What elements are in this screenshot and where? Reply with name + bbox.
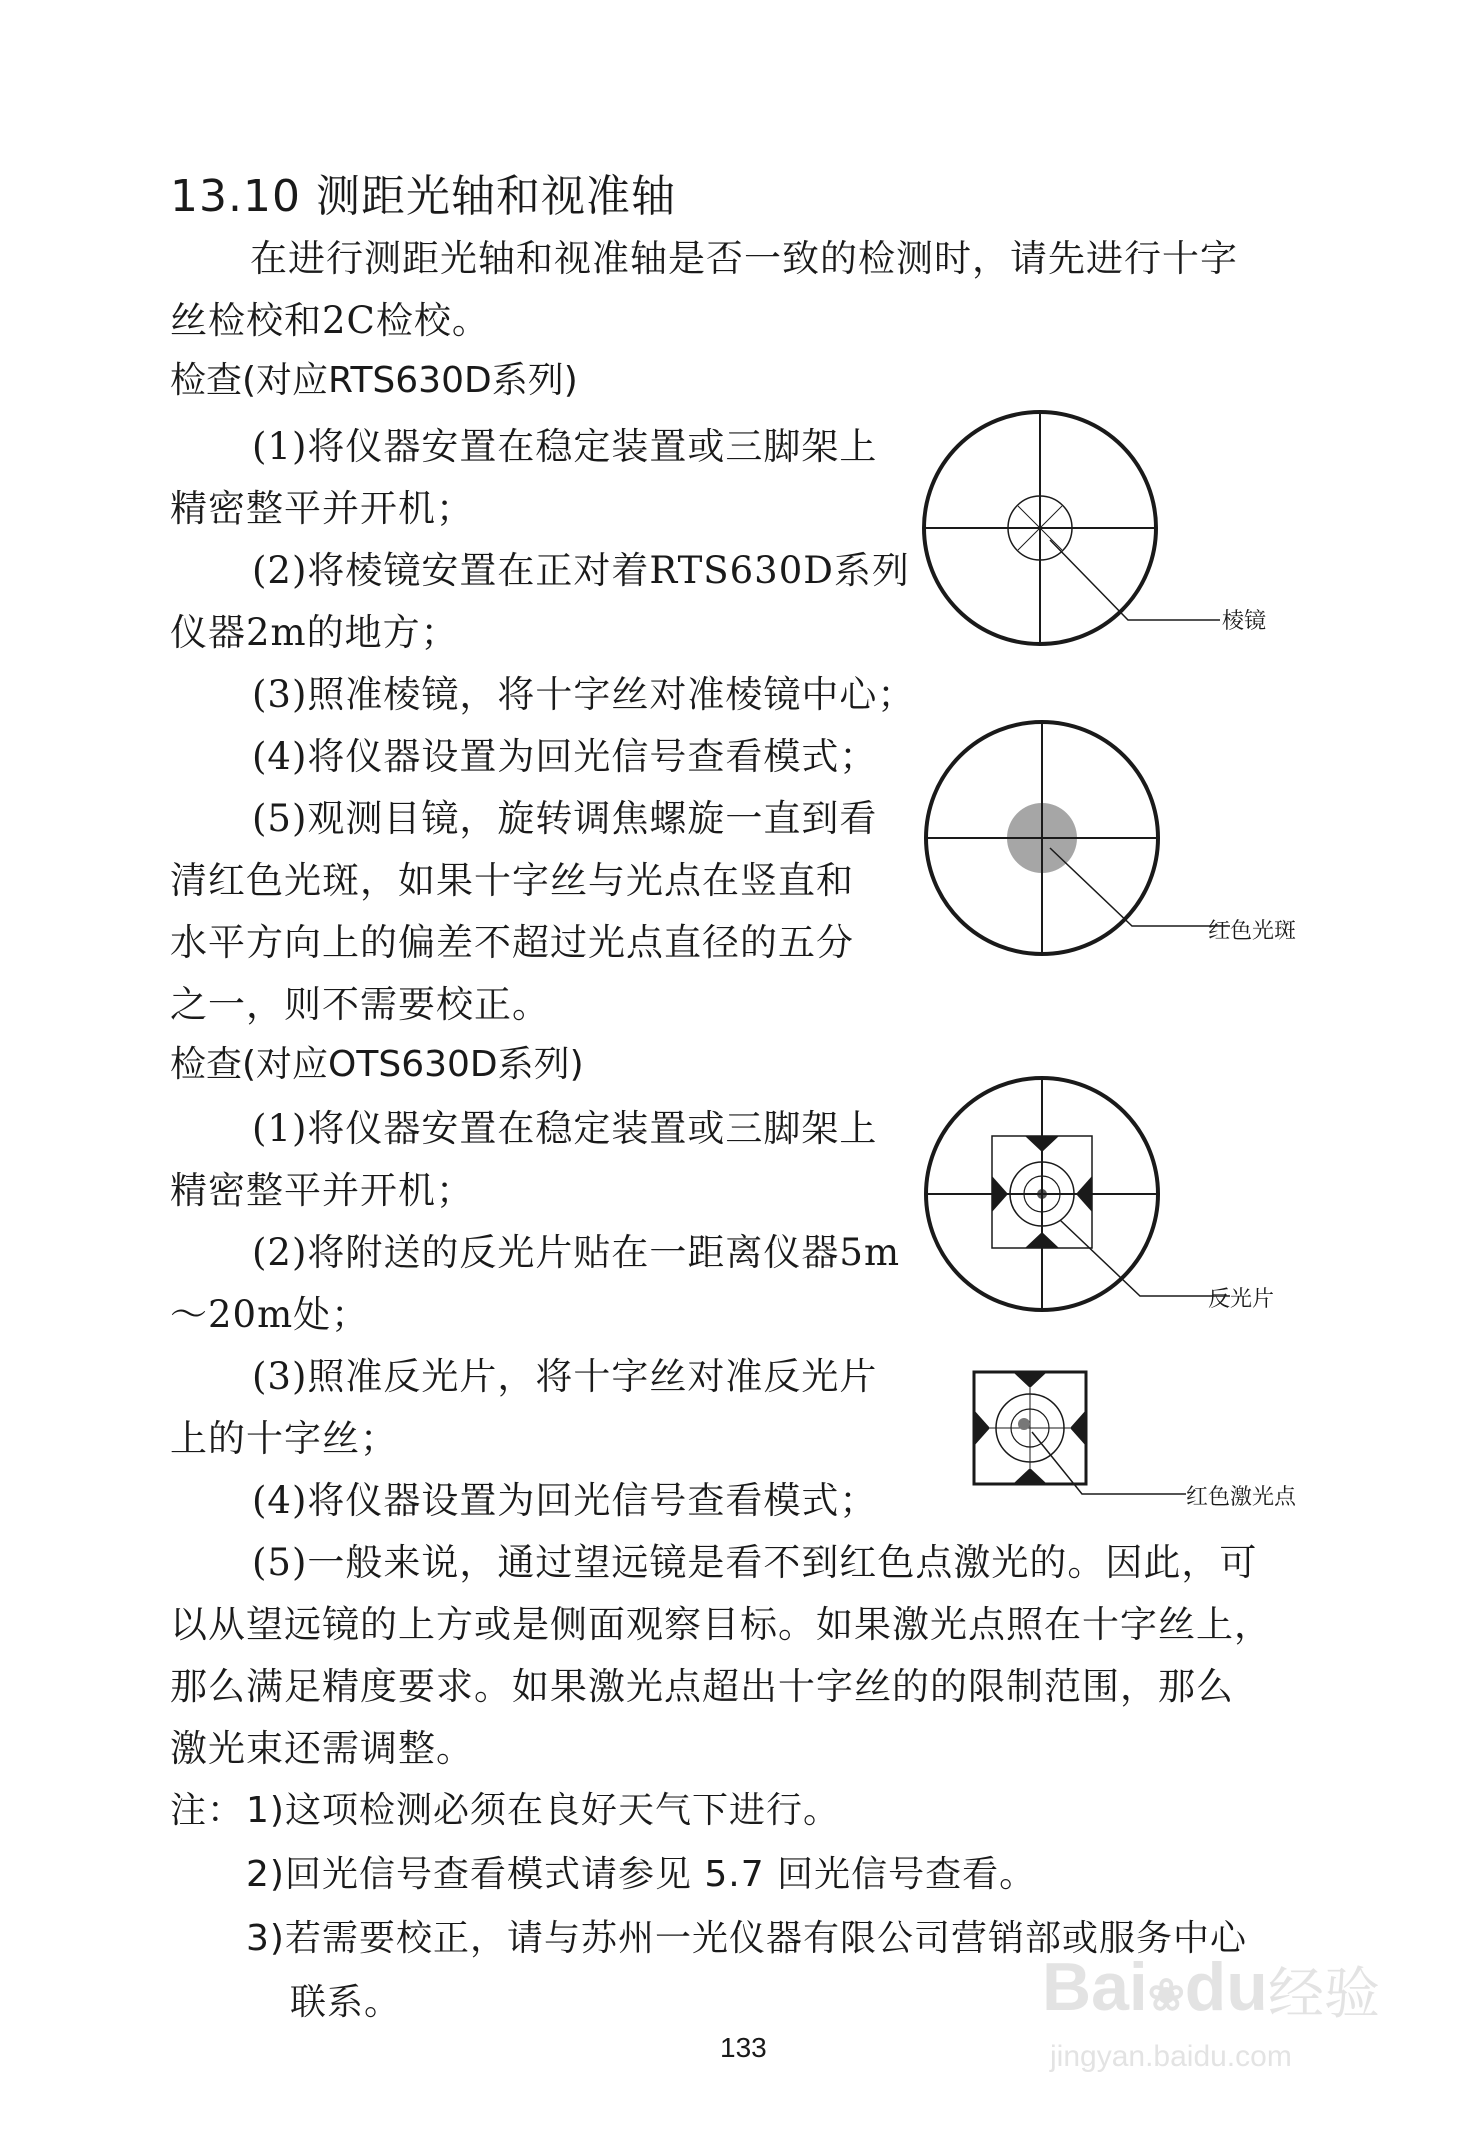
s1-line: 之一，则不需要校正。 (170, 983, 550, 1026)
label-prism: 棱镜 (1222, 609, 1267, 634)
page-number: 133 (720, 2032, 767, 2063)
s1-line: (2)将棱镜安置在正对着RTS630D系列 (252, 549, 910, 592)
watermark-cn: 经验 (1268, 1962, 1380, 2027)
s1-line: 精密整平并开机； (170, 487, 474, 530)
s1-line: (5)观测目镜，旋转调焦螺旋一直到看 (252, 797, 878, 840)
label-reflector: 反光片 (1208, 1287, 1275, 1312)
section1-title: 检查(对应RTS630D系列) (170, 360, 578, 401)
label-red-spot: 红色光斑 (1208, 919, 1297, 944)
label-red-laser: 红色激光点 (1186, 1485, 1297, 1510)
s1-line: 仪器2m的地方； (170, 611, 459, 654)
s1-line: (1)将仪器安置在稳定装置或三脚架上 (252, 425, 878, 468)
prism-reticle-figure (900, 400, 1260, 660)
intro-line-2: 丝检校和2C检校。 (170, 299, 490, 342)
s2-line: 以从望远镜的上方或是侧面观察目标。如果激光点照在十字丝上， (170, 1603, 1272, 1646)
s2-line: 激光束还需调整。 (170, 1727, 474, 1770)
watermark-brand-du: du (1184, 1949, 1268, 2025)
s1-line: 水平方向上的偏差不超过光点直径的五分 (170, 921, 854, 964)
s1-line: (3)照准棱镜，将十字丝对准棱镜中心； (252, 673, 916, 716)
watermark-brand-bai: Bai (1042, 1949, 1148, 2025)
s2-line: (1)将仪器安置在稳定装置或三脚架上 (252, 1107, 878, 1150)
s2-line: ～20m处； (170, 1293, 370, 1336)
leader-line (1050, 848, 1230, 926)
note-item: 2)回光信号查看模式请参见 5.7 回光信号查看。 (246, 1854, 1037, 1895)
s2-line: 上的十字丝； (170, 1417, 398, 1460)
s2-line: (2)将附送的反光片贴在一距离仪器5m (252, 1231, 901, 1274)
s1-line: (4)将仪器设置为回光信号查看模式； (252, 735, 878, 778)
s1-line: 清红色光斑，如果十字丝与光点在竖直和 (170, 859, 854, 902)
intro-line-1: 在进行测距光轴和视准轴是否一致的检测时，请先进行十字 (250, 237, 1238, 280)
reflector-reticle-figure (900, 1070, 1260, 1330)
s2-line: 精密整平并开机； (170, 1169, 474, 1212)
paw-icon: ❀ (1147, 1971, 1185, 2020)
s2-line: (4)将仪器设置为回光信号查看模式； (252, 1479, 878, 1522)
note-item: 3)若需要校正，请与苏州一光仪器有限公司营销部或服务中心 (246, 1918, 1247, 1959)
s2-line: (3)照准反光片，将十字丝对准反光片 (252, 1355, 878, 1398)
laser-dot-icon (1018, 1418, 1030, 1430)
watermark-brand (1042, 1948, 1268, 2026)
note-item: 1)这项检测必须在良好天气下进行。 (246, 1790, 840, 1831)
leader-line (1050, 540, 1220, 620)
page-title: 13.10 测距光轴和视准轴 (170, 171, 676, 222)
s2-line: (5)一般来说，通过望远镜是看不到红色点激光的。因此，可 (252, 1541, 1258, 1584)
note-prefix: 注： (170, 1790, 245, 1831)
note-continuation: 联系。 (290, 1982, 402, 2023)
s2-line: 那么满足精度要求。如果激光点超出十字丝的的限制范围，那么 (170, 1665, 1234, 1708)
watermark-url: jingyan.baidu.com (1050, 2040, 1292, 2073)
section2-title: 检查(对应OTS630D系列) (170, 1044, 584, 1085)
